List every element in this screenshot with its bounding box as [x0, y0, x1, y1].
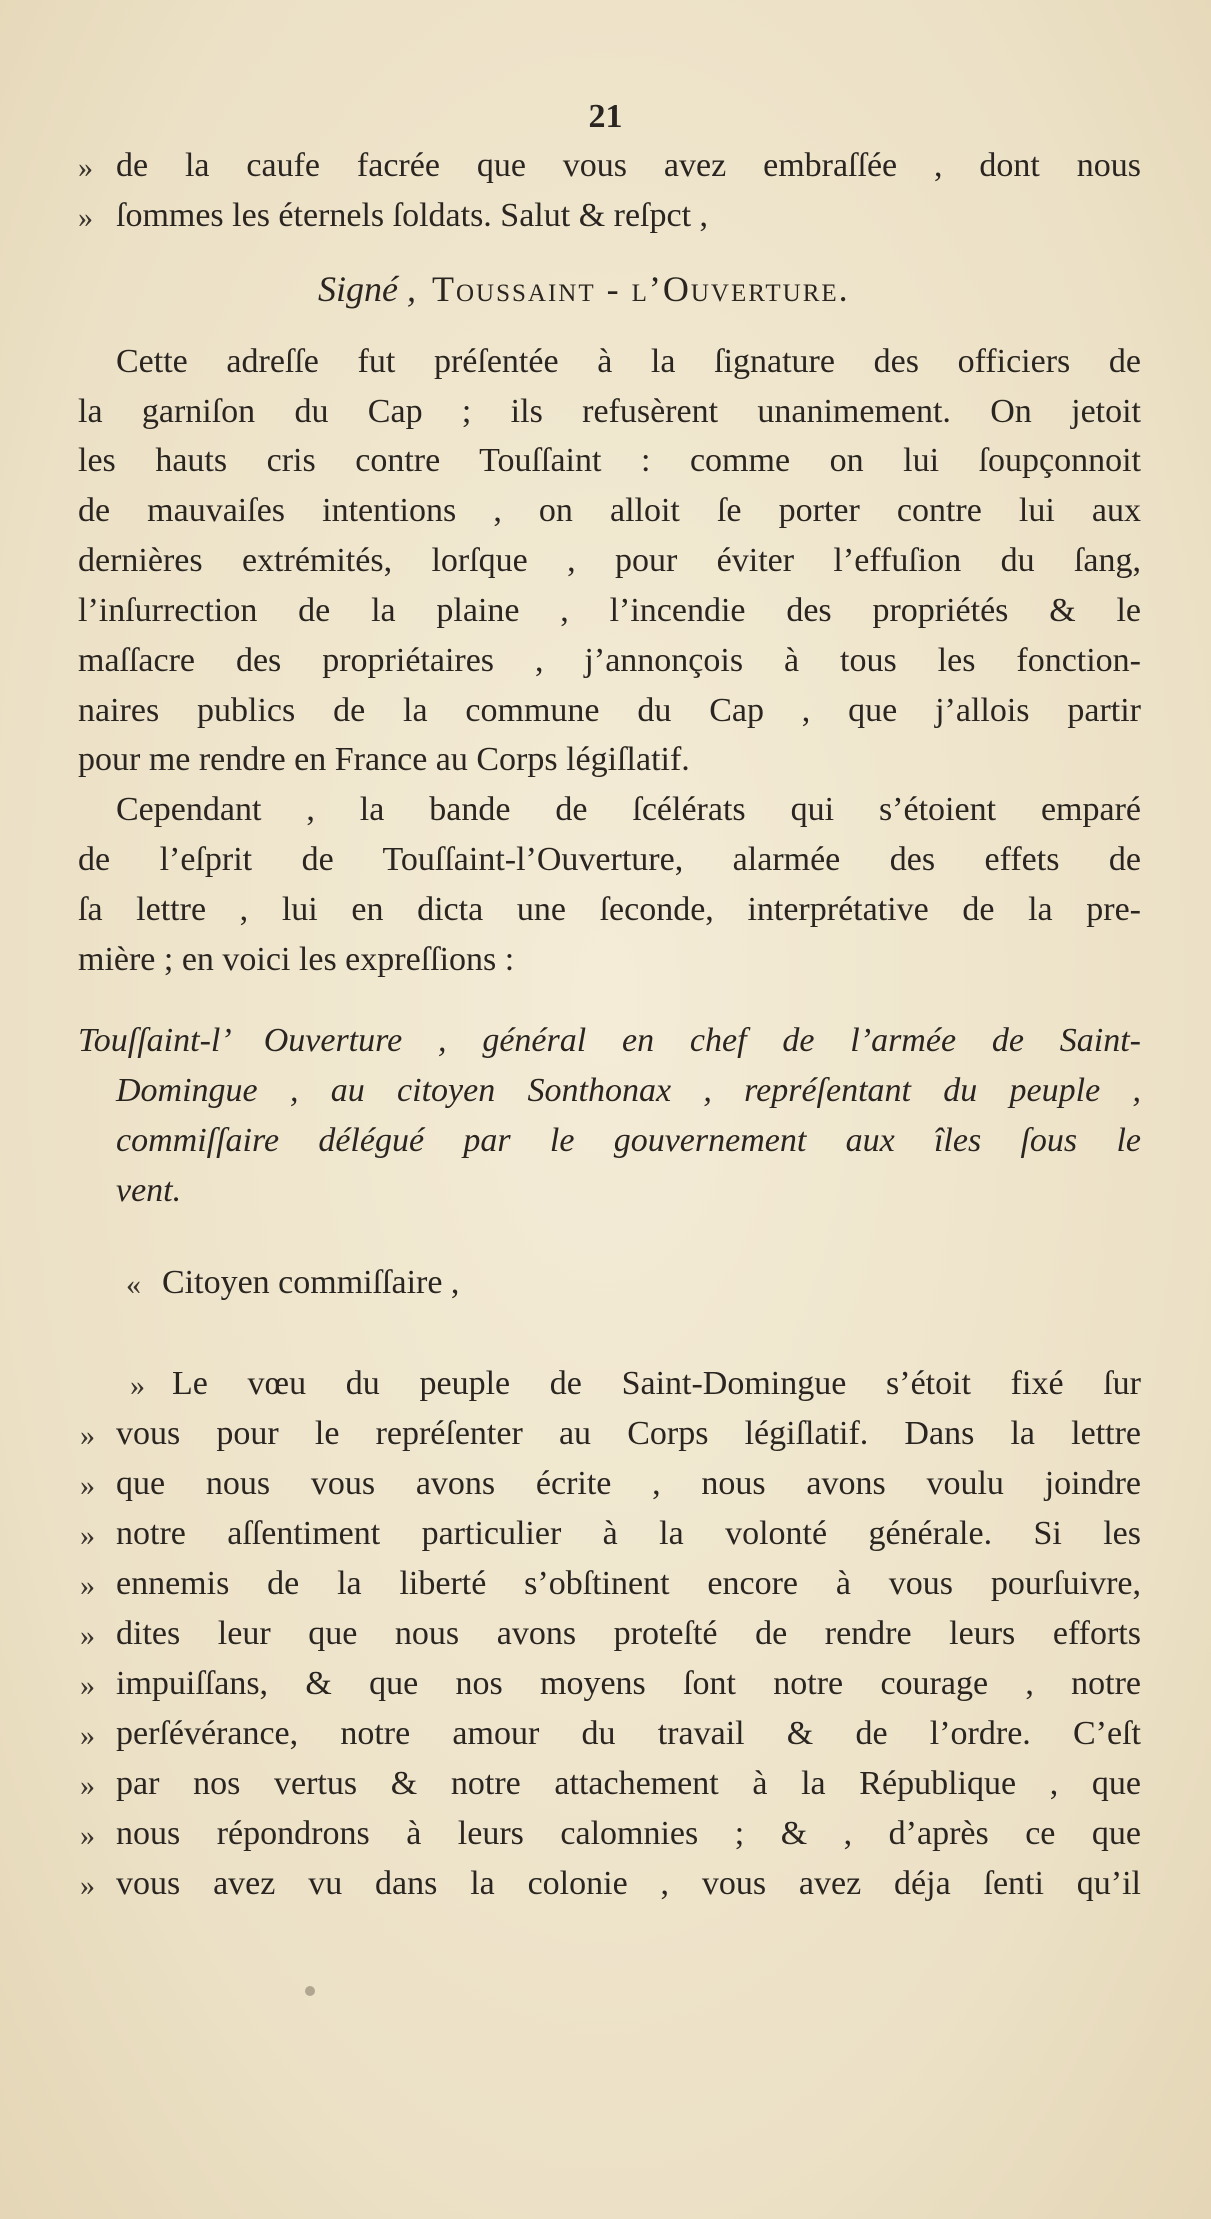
text-line: notre aſſentiment particulier à la volonté générale. Si les — [116, 1515, 1141, 1552]
text-line: pour me rendre en France au Corps légiſlatif. — [78, 741, 690, 778]
quote-mark: » — [80, 1619, 95, 1652]
text-line: par nos vertus & notre attachement à la République , que — [116, 1765, 1141, 1802]
page-number: 21 — [588, 98, 623, 135]
text-line: Cependant , la bande de ſcélérats qui s’étoient emparé — [116, 791, 1141, 828]
text-line: vous avez vu dans la colonie , vous avez déja ſenti qu’il — [116, 1865, 1141, 1902]
text-line: que nous vous avons écrite , nous avons voulu joindre — [116, 1465, 1141, 1502]
text-line: de la caufe facrée que vous avez embraſſée , dont nous — [116, 147, 1141, 184]
text-line: dernières extrémités, lorſque , pour éviter l’effuſion du ſang, — [78, 542, 1141, 579]
text-line: les hauts cris contre Touſſaint : comme on lui ſoupçonnoit — [78, 442, 1141, 479]
text-line: ſommes les éternels ſoldats. Salut & reſpct , — [116, 197, 709, 234]
quote-mark: » — [78, 201, 93, 234]
salutation: Citoyen commiſſaire , — [162, 1264, 460, 1301]
text-line: Touſſaint-l’ Ouverture , général en chef de l’armée de Saint- — [78, 1022, 1141, 1059]
text-line: nous répondrons à leurs calomnies ; & , d’après ce que — [116, 1815, 1141, 1852]
quote-mark: » — [80, 1569, 95, 1602]
quote-mark: » — [80, 1419, 95, 1452]
text-line: vous pour le repréſenter au Corps légiſlatif. Dans la lettre — [116, 1415, 1141, 1452]
quote-mark: » — [80, 1519, 95, 1552]
text-line: de l’eſprit de Touſſaint-l’Ouverture, alarmée des effets de — [78, 841, 1141, 878]
quote-mark: » — [80, 1869, 95, 1902]
text-line: dites leur que nous avons proteſté de rendre leurs efforts — [116, 1615, 1141, 1652]
text-line: l’inſurrection de la plaine , l’incendie des propriétés & le — [78, 592, 1141, 629]
quote-mark: » — [130, 1369, 145, 1402]
quote-mark: « — [126, 1268, 141, 1301]
text-line: Le vœu du peuple de Saint-Domingue s’étoit fixé ſur — [172, 1365, 1141, 1402]
ink-spot — [305, 1986, 315, 1996]
text-line: impuiſſans, & que nos moyens ſont notre courage , notre — [116, 1665, 1141, 1702]
text-line: mière ; en voici les expreſſions : — [78, 941, 515, 978]
quote-mark: » — [80, 1469, 95, 1502]
text-line: vent. — [116, 1172, 182, 1209]
text-line: de mauvaiſes intentions , on alloit ſe porter contre lui aux — [78, 492, 1141, 529]
quote-mark: » — [80, 1769, 95, 1802]
signed-name: Toussaint - l’Ouverture. — [431, 269, 850, 309]
text-line: Cette adreſſe fut préſentée à la ſignature des officiers de — [116, 343, 1141, 380]
quote-mark: » — [80, 1819, 95, 1852]
signature-line — [318, 268, 850, 310]
text-line: commiſſaire délégué par le gouvernement aux îles ſous le — [116, 1122, 1141, 1159]
text-line: maſſacre des propriétaires , j’annonçois à tous les fonction- — [78, 642, 1141, 679]
text-line: naires publics de la commune du Cap , que j’allois partir — [78, 692, 1141, 729]
quote-mark: » — [80, 1669, 95, 1702]
text-line: Domingue , au citoyen Sonthonax , repréſentant du peuple , — [116, 1072, 1141, 1109]
text-line: ſa lettre , lui en dicta une ſeconde, interprétative de la pre- — [78, 891, 1141, 928]
quote-mark: » — [80, 1719, 95, 1752]
text-line: perſévérance, notre amour du travail & de l’ordre. C’eſt — [116, 1715, 1141, 1752]
quote-mark: » — [78, 151, 93, 184]
signed-label: Signé , — [318, 269, 416, 309]
text-line: ennemis de la liberté s’obſtinent encore à vous pourſuivre, — [116, 1565, 1141, 1602]
text-line: la garniſon du Cap ; ils refusèrent unanimement. On jetoit — [78, 393, 1141, 430]
